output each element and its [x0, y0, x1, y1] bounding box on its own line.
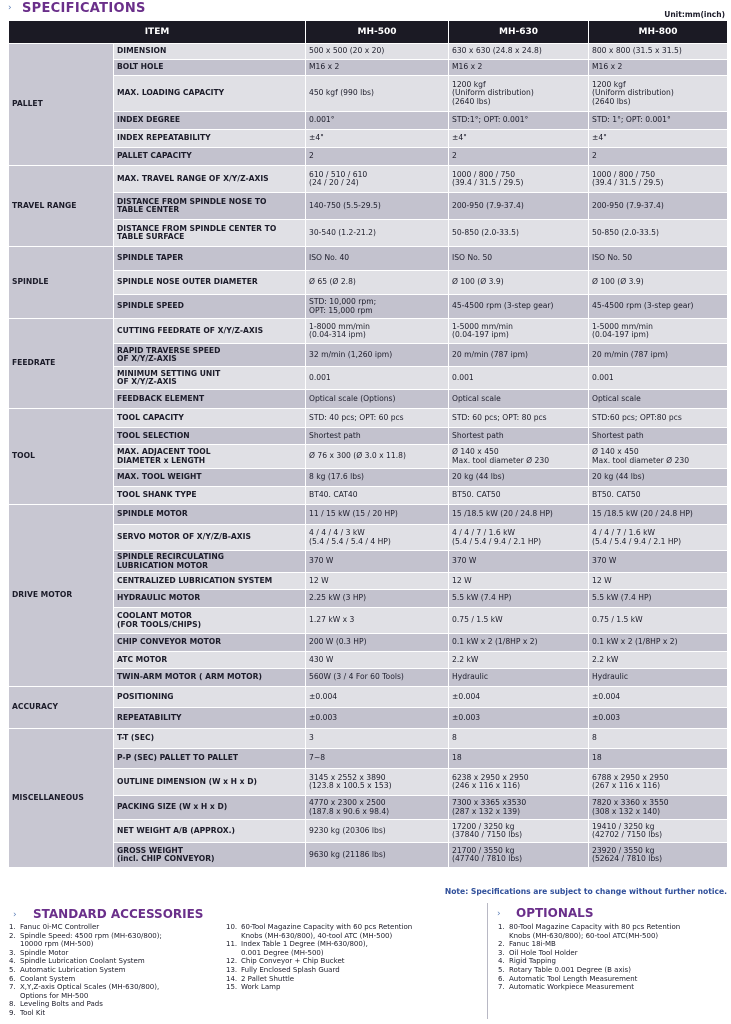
spec-value-mh800: 2.2 kW: [589, 652, 728, 669]
list-item: [9, 957, 219, 966]
spec-value-mh630: ±0.004: [449, 687, 589, 708]
spec-value-mh800: 45-4500 rpm (3-step gear): [589, 295, 728, 319]
list-item: [498, 940, 726, 949]
spec-value-mh500: Ø 76 x 300 (Ø 3.0 x 11.8): [306, 445, 449, 469]
table-row: [9, 652, 728, 669]
spec-value-mh800: Shortest path: [589, 428, 728, 445]
optionals-list: [498, 923, 726, 992]
table-row: [9, 669, 728, 687]
list-item-text: Chip Conveyor + Chip Bucket: [241, 957, 345, 966]
spec-value-mh630: 0.75 / 1.5 kW: [449, 608, 589, 634]
spec-value-mh500: 3: [306, 729, 449, 749]
list-item-text: 80-Tool Magazine Capacity with 80 pcs Retention Knobs (MH-630/800); 60-tool ATC(MH-500): [509, 923, 681, 940]
spec-value-mh500: 32 m/min (1,260 ipm): [306, 344, 449, 367]
list-item-number: 13.: [226, 965, 238, 974]
list-item-text: Automatic Tool Length Measurement: [509, 974, 638, 983]
spec-value-mh500: 0.001: [306, 367, 449, 390]
group-label: TRAVEL RANGE: [9, 166, 114, 247]
list-item-number: 1.: [9, 923, 16, 931]
spec-item-label: SPINDLE SPEED: [114, 295, 306, 319]
spec-value-mh800: 19410 / 3250 kg (42702 / 7150 lbs): [589, 820, 728, 843]
table-row: [9, 505, 728, 525]
spec-value-mh800: ±0.004: [589, 687, 728, 708]
spec-value-mh500: 4770 x 2300 x 2500 (187.8 x 90.6 x 98.4): [306, 796, 449, 820]
spec-value-mh500: 7~8: [306, 749, 449, 769]
spec-value-mh800: 20 m/min (787 ipm): [589, 344, 728, 367]
table-row: [9, 76, 728, 112]
spec-value-mh630: ±4": [449, 130, 589, 148]
list-item-text: 60-Tool Magazine Capacity with 60 pcs Retention Knobs (MH-630/800), 40-tool ATC (MH-500): [241, 923, 413, 940]
spec-value-mh500: 0.001°: [306, 112, 449, 130]
spec-value-mh500: Ø 65 (Ø 2.8): [306, 271, 449, 295]
spec-value-mh800: 0.75 / 1.5 kW: [589, 608, 728, 634]
spec-value-mh630: 8: [449, 729, 589, 749]
list-item-text: Spindle Lubrication Coolant System: [20, 957, 145, 966]
spec-value-mh630: 15 /18.5 kW (20 / 24.8 HP): [449, 505, 589, 525]
optionals-title: OPTIONALS: [516, 906, 594, 920]
table-row: [9, 634, 728, 652]
spec-value-mh630: 50-850 (2.0-33.5): [449, 220, 589, 247]
spec-item-label: TWIN-ARM MOTOR ( ARM MOTOR): [114, 669, 306, 687]
table-row: [9, 469, 728, 487]
unit-label: Unit:mm(inch): [664, 10, 725, 19]
spec-value-mh630: 4 / 4 / 7 / 1.6 kW (5.4 / 5.4 / 9.4 / 2.1 HP): [449, 525, 589, 551]
list-item-number: 4.: [9, 957, 16, 966]
spec-value-mh630: Hydraulic: [449, 669, 589, 687]
table-row: [9, 220, 728, 247]
list-item: [226, 966, 486, 975]
spec-value-mh500: ±4": [306, 130, 449, 148]
spec-value-mh800: Ø 140 x 450 Max. tool diameter Ø 230: [589, 445, 728, 469]
spec-item-label: T-T (SEC): [114, 729, 306, 749]
spec-value-mh500: Shortest path: [306, 428, 449, 445]
spec-value-mh800: 6788 x 2950 x 2950 (267 x 116 x 116): [589, 769, 728, 796]
table-row: [9, 409, 728, 428]
spec-item-label: CUTTING FEEDRATE OF X/Y/Z-AXIS: [114, 319, 306, 344]
list-item-number: 7.: [498, 983, 505, 992]
table-row: [9, 590, 728, 608]
list-item-text: Oil Hole Tool Holder: [509, 948, 578, 957]
spec-item-label: INDEX DEGREE: [114, 112, 306, 130]
list-item-text: Coolant System: [20, 974, 76, 983]
spec-value-mh800: 370 W: [589, 551, 728, 573]
spec-value-mh500: 430 W: [306, 652, 449, 669]
spec-value-mh500: 1-8000 mm/min (0.04-314 ipm): [306, 319, 449, 344]
table-row: [9, 271, 728, 295]
spec-value-mh800: 8: [589, 729, 728, 749]
spec-item-label: MAX. ADJACENT TOOL DIAMETER x LENGTH: [114, 445, 306, 469]
page-title: SPECIFICATIONS: [22, 1, 146, 16]
spec-value-mh500: 200 W (0.3 HP): [306, 634, 449, 652]
spec-value-mh800: 12 W: [589, 573, 728, 590]
spec-item-label: TOOL SHANK TYPE: [114, 487, 306, 505]
list-item-number: 14.: [226, 974, 238, 983]
spec-value-mh500: 8 kg (17.6 lbs): [306, 469, 449, 487]
list-item-text: Tool Kit: [20, 1008, 46, 1017]
spec-item-label: INDEX REPEATABILITY: [114, 130, 306, 148]
spec-value-mh500: 2.25 kW (3 HP): [306, 590, 449, 608]
table-row: [9, 708, 728, 729]
list-item-number: 7.: [9, 983, 16, 992]
spec-value-mh630: 5.5 kW (7.4 HP): [449, 590, 589, 608]
chevron-right-icon: ›: [8, 3, 12, 13]
group-label: TOOL: [9, 409, 114, 505]
spec-value-mh800: 1-5000 mm/min (0.04-197 ipm): [589, 319, 728, 344]
list-item-number: 6.: [9, 974, 16, 983]
list-item-text: Leveling Bolts and Pads: [20, 1000, 103, 1009]
spec-value-mh800: 800 x 800 (31.5 x 31.5): [589, 44, 728, 60]
list-item: [9, 1009, 219, 1018]
table-row: [9, 60, 728, 76]
spec-value-mh500: 370 W: [306, 551, 449, 573]
spec-item-label: OUTLINE DIMENSION (W x H x D): [114, 769, 306, 796]
spec-value-mh500: 140-750 (5.5-29.5): [306, 193, 449, 220]
spec-value-mh800: ±4": [589, 130, 728, 148]
spec-value-mh630: 1000 / 800 / 750 (39.4 / 31.5 / 29.5): [449, 166, 589, 193]
spec-item-label: MAX. TOOL WEIGHT: [114, 469, 306, 487]
table-row: [9, 44, 728, 60]
list-item: [226, 983, 486, 992]
table-row: [9, 573, 728, 590]
spec-value-mh630: 370 W: [449, 551, 589, 573]
spec-value-mh800: Hydraulic: [589, 669, 728, 687]
table-row: [9, 148, 728, 166]
list-item: [498, 923, 726, 940]
list-item-text: X,Y,Z-axis Optical Scales (MH-630/800), Options for MH-500: [20, 983, 160, 1000]
spec-value-mh500: ISO No. 40: [306, 247, 449, 271]
spec-value-mh500: 12 W: [306, 573, 449, 590]
spec-value-mh800: 20 kg (44 lbs): [589, 469, 728, 487]
spec-value-mh500: 4 / 4 / 4 / 3 kW (5.4 / 5.4 / 5.4 / 4 HP): [306, 525, 449, 551]
spec-value-mh630: 20 m/min (787 ipm): [449, 344, 589, 367]
spec-value-mh630: Ø 140 x 450 Max. tool diameter Ø 230: [449, 445, 589, 469]
spec-item-label: TOOL CAPACITY: [114, 409, 306, 428]
list-item: [498, 957, 726, 966]
spec-value-mh500: STD: 40 pcs; OPT: 60 pcs: [306, 409, 449, 428]
spec-value-mh800: 4 / 4 / 7 / 1.6 kW (5.4 / 5.4 / 9.4 / 2.1 HP): [589, 525, 728, 551]
table-row: [9, 820, 728, 843]
specifications-body: [9, 44, 728, 868]
list-item: [498, 949, 726, 958]
list-item-number: 5.: [9, 965, 16, 974]
spec-value-mh630: STD:1°; OPT: 0.001°: [449, 112, 589, 130]
spec-value-mh500: Optical scale (Options): [306, 390, 449, 409]
table-row: [9, 487, 728, 505]
spec-value-mh800: M16 x 2: [589, 60, 728, 76]
spec-value-mh800: 2: [589, 148, 728, 166]
list-item: [226, 923, 486, 940]
list-item: [498, 983, 726, 992]
spec-value-mh630: Optical scale: [449, 390, 589, 409]
spec-value-mh630: 1-5000 mm/min (0.04-197 ipm): [449, 319, 589, 344]
spec-value-mh630: 0.001: [449, 367, 589, 390]
spec-value-mh800: 15 /18.5 kW (20 / 24.8 HP): [589, 505, 728, 525]
group-label: PALLET: [9, 44, 114, 166]
list-item-text: Index Table 1 Degree (MH-630/800), 0.001 Degree (MH-500): [241, 940, 368, 957]
list-item-text: Rotary Table 0.001 Degree (B axis): [509, 965, 631, 974]
list-item-number: 6.: [498, 974, 505, 983]
spec-value-mh500: 2: [306, 148, 449, 166]
spec-value-mh500: 30-540 (1.2-21.2): [306, 220, 449, 247]
list-item: [9, 932, 219, 949]
list-item-number: 15.: [226, 983, 238, 992]
table-row: [9, 687, 728, 708]
spec-item-label: COOLANT MOTOR (FOR TOOLS/CHIPS): [114, 608, 306, 634]
section-divider: [487, 903, 488, 1019]
spec-value-mh630: 630 x 630 (24.8 x 24.8): [449, 44, 589, 60]
spec-value-mh800: ISO No. 50: [589, 247, 728, 271]
chevron-right-icon: ›: [13, 910, 17, 920]
column-header-item: ITEM: [9, 21, 306, 44]
spec-value-mh800: 1000 / 800 / 750 (39.4 / 31.5 / 29.5): [589, 166, 728, 193]
standard-accessories-list-1: [9, 923, 219, 1018]
spec-item-label: SPINDLE MOTOR: [114, 505, 306, 525]
spec-value-mh630: 21700 / 3550 kg (47740 / 7810 lbs): [449, 843, 589, 868]
spec-value-mh500: BT40. CAT40: [306, 487, 449, 505]
list-item-number: 8.: [9, 1000, 16, 1009]
spec-value-mh800: 7820 x 3360 x 3550 (308 x 132 x 140): [589, 796, 728, 820]
list-item-number: 4.: [498, 957, 505, 966]
spec-value-mh500: ±0.003: [306, 708, 449, 729]
list-item-text: Rigid Tapping: [509, 957, 556, 966]
spec-item-label: CENTRALIZED LUBRICATION SYSTEM: [114, 573, 306, 590]
list-item-number: 3.: [9, 948, 16, 957]
spec-item-label: SPINDLE RECIRCULATING LUBRICATION MOTOR: [114, 551, 306, 573]
spec-value-mh630: STD: 60 pcs; OPT: 80 pcs: [449, 409, 589, 428]
spec-value-mh800: STD:60 pcs; OPT:80 pcs: [589, 409, 728, 428]
list-item-number: 1.: [498, 923, 505, 931]
table-row: [9, 193, 728, 220]
spec-value-mh800: 200-950 (7.9-37.4): [589, 193, 728, 220]
list-item-text: Fanuc 18i-MB: [509, 940, 556, 949]
spec-item-label: ATC MOTOR: [114, 652, 306, 669]
spec-value-mh800: Ø 100 (Ø 3.9): [589, 271, 728, 295]
table-row: [9, 112, 728, 130]
spec-item-label: PACKING SIZE (W x H x D): [114, 796, 306, 820]
spec-value-mh500: 9630 kg (21186 lbs): [306, 843, 449, 868]
list-item-number: 10.: [226, 923, 238, 931]
list-item: [498, 975, 726, 984]
spec-value-mh500: ±0.004: [306, 687, 449, 708]
spec-item-label: SPINDLE NOSE OUTER DIAMETER: [114, 271, 306, 295]
specifications-table: [8, 20, 728, 868]
spec-value-mh800: BT50. CAT50: [589, 487, 728, 505]
spec-value-mh630: 6238 x 2950 x 2950 (246 x 116 x 116): [449, 769, 589, 796]
standard-accessories-title: STANDARD ACCESSORIES: [33, 907, 204, 921]
spec-value-mh500: 3145 x 2552 x 3890 (123.8 x 100.5 x 153): [306, 769, 449, 796]
spec-value-mh500: 11 / 15 kW (15 / 20 HP): [306, 505, 449, 525]
spec-item-label: GROSS WEIGHT (incl. CHIP CONVEYOR): [114, 843, 306, 868]
specifications-note: Note: Specifications are subject to change without further notice.: [444, 887, 727, 896]
list-item-number: 12.: [226, 957, 238, 966]
list-item: [9, 923, 219, 932]
spec-value-mh630: Shortest path: [449, 428, 589, 445]
page-header: [0, 0, 731, 20]
table-row: [9, 130, 728, 148]
list-item: [226, 940, 486, 957]
column-header-mh500: MH-500: [306, 21, 449, 44]
table-row: [9, 319, 728, 344]
spec-value-mh800: 0.001: [589, 367, 728, 390]
spec-value-mh800: 23920 / 3550 kg (52624 / 7810 lbs): [589, 843, 728, 868]
list-item-number: 5.: [498, 965, 505, 974]
spec-value-mh500: STD: 10,000 rpm; OPT: 15,000 rpm: [306, 295, 449, 319]
spec-item-label: MAX. TRAVEL RANGE OF X/Y/Z-AXIS: [114, 166, 306, 193]
table-row: [9, 295, 728, 319]
list-item-number: 9.: [9, 1008, 16, 1017]
column-header-mh800: MH-800: [589, 21, 728, 44]
spec-item-label: RAPID TRAVERSE SPEED OF X/Y/Z-AXIS: [114, 344, 306, 367]
table-row: [9, 749, 728, 769]
group-label: FEEDRATE: [9, 319, 114, 409]
table-row: [9, 390, 728, 409]
list-item: [226, 957, 486, 966]
list-item-text: Fully Enclosed Splash Guard: [241, 965, 340, 974]
list-item: [9, 949, 219, 958]
spec-item-label: MAX. LOADING CAPACITY: [114, 76, 306, 112]
spec-value-mh630: ISO No. 50: [449, 247, 589, 271]
list-item: [9, 966, 219, 975]
spec-value-mh800: Optical scale: [589, 390, 728, 409]
spec-value-mh800: 5.5 kW (7.4 HP): [589, 590, 728, 608]
list-item: [226, 975, 486, 984]
spec-value-mh630: 200-950 (7.9-37.4): [449, 193, 589, 220]
spec-item-label: CHIP CONVEYOR MOTOR: [114, 634, 306, 652]
list-item-number: 3.: [498, 948, 505, 957]
list-item-text: Spindle Speed: 4500 rpm (MH-630/800); 10000 rpm (MH-500): [20, 931, 162, 949]
spec-value-mh500: 450 kgf (990 lbs): [306, 76, 449, 112]
spec-value-mh630: 2.2 kW: [449, 652, 589, 669]
list-item: [9, 975, 219, 984]
group-label: DRIVE MOTOR: [9, 505, 114, 687]
spec-value-mh630: 1200 kgf (Uniform distribution) (2640 lbs): [449, 76, 589, 112]
spec-value-mh500: 610 / 510 / 610 (24 / 20 / 24): [306, 166, 449, 193]
spec-value-mh630: 7300 x 3365 x3530 (287 x 132 x 139): [449, 796, 589, 820]
spec-item-label: HYDRAULIC MOTOR: [114, 590, 306, 608]
list-item-text: Spindle Motor: [20, 948, 69, 957]
spec-item-label: FEEDBACK ELEMENT: [114, 390, 306, 409]
spec-value-mh500: M16 x 2: [306, 60, 449, 76]
list-item: [9, 983, 219, 1000]
table-row: [9, 769, 728, 796]
list-item-number: 11.: [226, 940, 238, 949]
list-item-number: 2.: [498, 940, 505, 949]
table-row: [9, 551, 728, 573]
table-row: [9, 525, 728, 551]
list-item-text: Automatic Lubrication System: [20, 965, 126, 974]
spec-value-mh500: 1.27 kW x 3: [306, 608, 449, 634]
spec-item-label: DIMENSION: [114, 44, 306, 60]
spec-value-mh630: 17200 / 3250 kg (37840 / 7150 lbs): [449, 820, 589, 843]
spec-value-mh630: M16 x 2: [449, 60, 589, 76]
spec-value-mh630: 20 kg (44 lbs): [449, 469, 589, 487]
spec-value-mh500: 9230 kg (20306 lbs): [306, 820, 449, 843]
list-item-text: Fanuc 0i-MC Controller: [20, 923, 100, 931]
spec-item-label: DISTANCE FROM SPINDLE CENTER TO TABLE SURFACE: [114, 220, 306, 247]
spec-value-mh800: ±0.003: [589, 708, 728, 729]
table-header-row: [9, 21, 728, 44]
spec-value-mh630: 12 W: [449, 573, 589, 590]
spec-value-mh800: 0.1 kW x 2 (1/8HP x 2): [589, 634, 728, 652]
table-row: [9, 843, 728, 868]
spec-value-mh630: 18: [449, 749, 589, 769]
list-item: [9, 1000, 219, 1009]
spec-item-label: TOOL SELECTION: [114, 428, 306, 445]
spec-value-mh800: 50-850 (2.0-33.5): [589, 220, 728, 247]
standard-accessories-list-2: [226, 923, 486, 992]
group-label: MISCELLANEOUS: [9, 729, 114, 868]
spec-value-mh630: ±0.003: [449, 708, 589, 729]
spec-item-label: PALLET CAPACITY: [114, 148, 306, 166]
spec-item-label: SPINDLE TAPER: [114, 247, 306, 271]
spec-item-label: DISTANCE FROM SPINDLE NOSE TO TABLE CENTER: [114, 193, 306, 220]
spec-item-label: NET WEIGHT A/B (APPROX.): [114, 820, 306, 843]
spec-value-mh800: 1200 kgf (Uniform distribution) (2640 lbs): [589, 76, 728, 112]
spec-value-mh630: 45-4500 rpm (3-step gear): [449, 295, 589, 319]
table-row: [9, 729, 728, 749]
spec-item-label: SERVO MOTOR OF X/Y/Z/B-AXIS: [114, 525, 306, 551]
spec-value-mh800: STD: 1°; OPT: 0.001°: [589, 112, 728, 130]
list-item-text: Work Lamp: [241, 983, 281, 992]
group-label: ACCURACY: [9, 687, 114, 729]
chevron-right-icon: ›: [497, 909, 501, 919]
list-item-number: 2.: [9, 931, 16, 940]
spec-item-label: P-P (SEC) PALLET TO PALLET: [114, 749, 306, 769]
table-row: [9, 428, 728, 445]
spec-item-label: REPEATABILITY: [114, 708, 306, 729]
column-header-mh630: MH-630: [449, 21, 589, 44]
list-item: [498, 966, 726, 975]
spec-value-mh500: 560W (3 / 4 For 60 Tools): [306, 669, 449, 687]
spec-value-mh630: BT50. CAT50: [449, 487, 589, 505]
table-row: [9, 445, 728, 469]
spec-item-label: MINIMUM SETTING UNIT OF X/Y/Z-AXIS: [114, 367, 306, 390]
spec-item-label: POSITIONING: [114, 687, 306, 708]
table-row: [9, 367, 728, 390]
table-row: [9, 166, 728, 193]
list-item-text: Automatic Workpiece Measurement: [509, 983, 634, 992]
spec-value-mh630: Ø 100 (Ø 3.9): [449, 271, 589, 295]
table-row: [9, 344, 728, 367]
table-row: [9, 247, 728, 271]
spec-value-mh800: 18: [589, 749, 728, 769]
table-row: [9, 608, 728, 634]
group-label: SPINDLE: [9, 247, 114, 319]
list-item-text: 2 Pallet Shuttle: [241, 974, 295, 983]
spec-value-mh630: 0.1 kW x 2 (1/8HP x 2): [449, 634, 589, 652]
spec-item-label: BOLT HOLE: [114, 60, 306, 76]
table-row: [9, 796, 728, 820]
spec-value-mh500: 500 x 500 (20 x 20): [306, 44, 449, 60]
spec-value-mh630: 2: [449, 148, 589, 166]
